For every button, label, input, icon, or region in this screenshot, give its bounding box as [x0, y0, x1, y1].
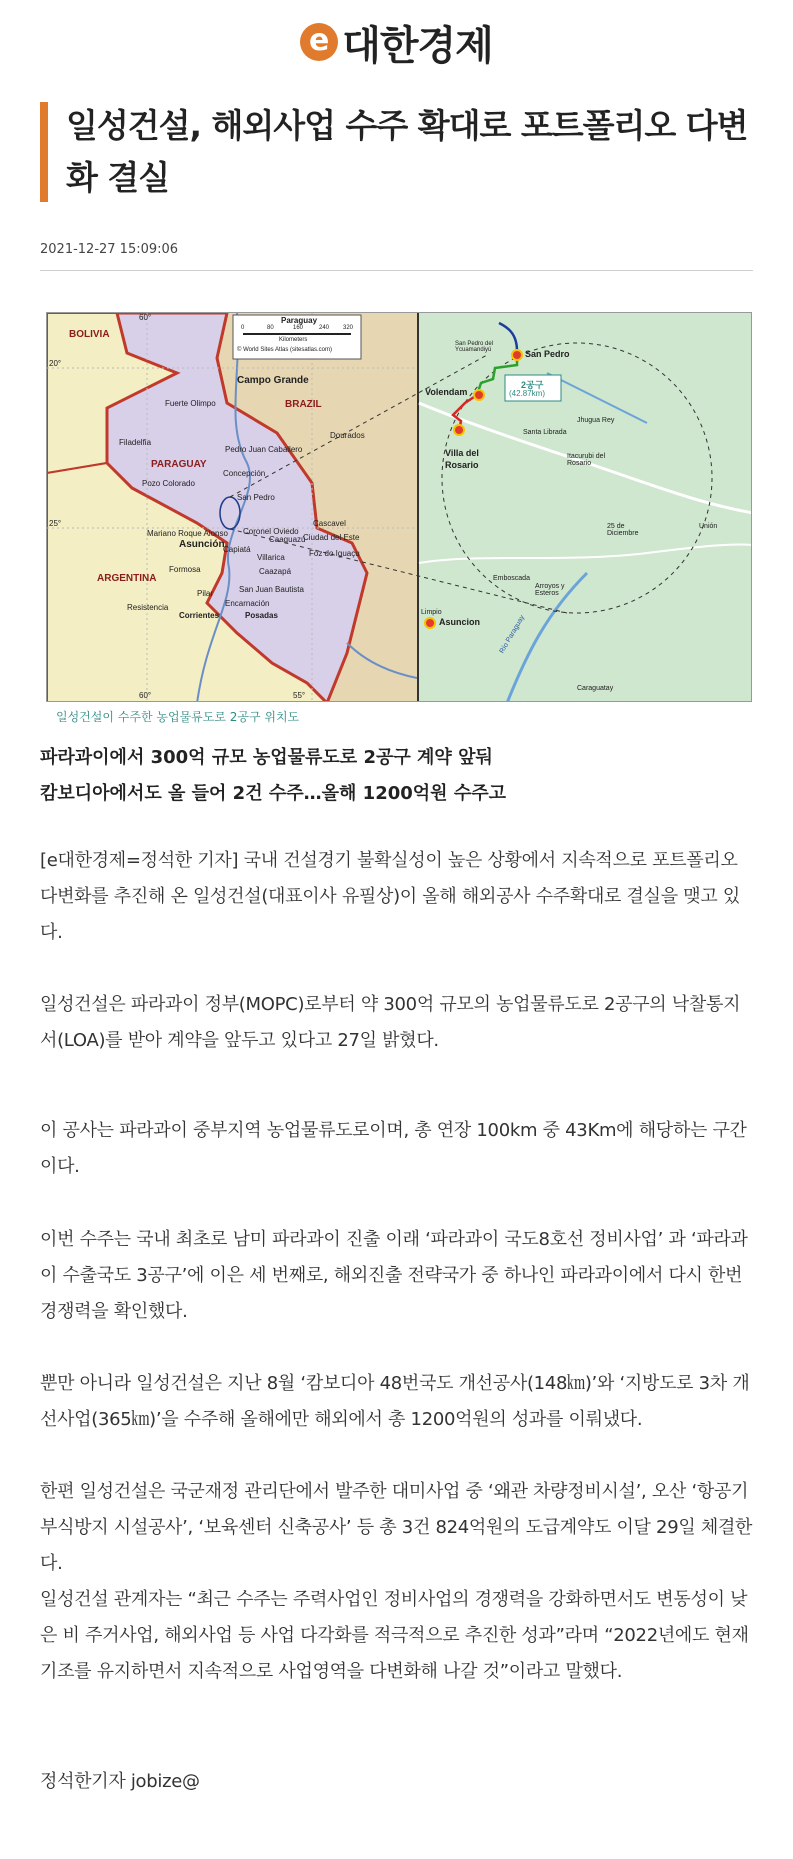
paragraph-6: 한편 일성건설은 국군재정 관리단에서 발주한 대미사업 중 ‘왜관 차량정비시설’, 오산 ‘항공기 부식방지 시설공사’, ‘보육센터 신축공사’ 등 총 3건 824억원의 도급계약도 이달 29일 체결한다. [40, 1481, 753, 1574]
label-caazapa: Caazapá [259, 567, 292, 576]
label-mariano-roque-alonso: Mariano Roque Alonso [147, 529, 228, 538]
label-encarnacion: Encarnación [225, 599, 270, 608]
route-length: (42.87km) [509, 389, 546, 398]
scale-tick-0: 0 [241, 325, 245, 331]
article-headline: 일성건설, 해외사업 수주 확대로 포트폴리오 다변화 결실 [66, 106, 748, 197]
route-label: 2공구 [521, 380, 544, 390]
label-ciudad-del-este: Ciudad del Este [303, 533, 360, 542]
villa-del-rosario-marker [454, 425, 464, 435]
label-brazil: BRAZIL [285, 399, 322, 410]
subheadline-1: 파라과이에서 300억 규모 농업물류도로 2공구 계약 앞둬 [40, 747, 493, 768]
label-dourados: Dourados [330, 431, 365, 440]
label-formosa: Formosa [169, 565, 201, 574]
scale-tick-80: 80 [267, 325, 274, 331]
label-graticule-60-top: 60° [139, 313, 152, 322]
label-san-pedro-ycuamandiyu: San Pedro del Ycuamandiyú [455, 341, 494, 353]
subheadline-2: 캄보디아에서도 올 들어 2건 수주…올해 1200억원 수주고 [40, 783, 506, 804]
label-san-pedro: San Pedro [237, 493, 275, 502]
label-corrientes: Corrientes [179, 611, 220, 620]
paragraph-2: 일성건설은 파라과이 정부(MOPC)로부터 약 300억 규모의 농업물류도로 2공구의 낙찰통지서(LOA)를 받아 계약을 앞두고 있다고 27일 밝혔다. [40, 994, 741, 1051]
label-graticule-25: 25° [49, 519, 62, 528]
label-caaguazu: Caaguazú [269, 535, 306, 544]
figure-caption: 일성건설이 수주한 농업물류도로 2공구 위치도 [56, 710, 300, 724]
label-emboscada: Emboscada [493, 575, 530, 582]
asuncion-marker [425, 618, 435, 628]
map-drawing [47, 313, 752, 702]
masthead [0, 14, 793, 70]
label-campo-grande: Campo Grande [237, 375, 309, 386]
label-graticule-20: 20° [49, 359, 62, 368]
label-cascavel: Cascavel [313, 519, 346, 528]
label-capiata: Capiatá [223, 545, 251, 554]
label-25-de-diciembre: 25 de Diciembre [607, 523, 639, 537]
logo-mark[interactable]: e [300, 23, 338, 61]
label-limpio: Limpio [421, 609, 442, 616]
label-concepcion: Concepción [223, 469, 266, 478]
label-asuncion: Asunción [179, 539, 225, 550]
headline-block [40, 100, 760, 204]
label-foz-do-iguacu: Foz do Iguaçu [309, 549, 360, 558]
label-argentina: ARGENTINA [97, 573, 157, 584]
label-resistencia: Resistencia [127, 603, 169, 612]
label-villa-del-rosario: Villa del Rosario [445, 448, 479, 470]
label-coronel-oviedo: Coronel Oviedo [243, 527, 299, 536]
creek-line [547, 373, 647, 423]
location-map-figure [46, 312, 752, 702]
label-union: Unión [699, 523, 718, 530]
label-bolivia: BOLIVIA [69, 329, 110, 340]
label-san-juan-bautista: San Juan Bautista [239, 585, 304, 594]
label-graticule-55: 55° [293, 691, 306, 700]
label-filadelfia: Filadelfia [119, 438, 152, 447]
label-pozo-colorado: Pozo Colorado [142, 479, 195, 488]
article-datetime: 2021-12-27 15:09:06 [40, 242, 179, 257]
scale-tick-160: 160 [293, 325, 304, 331]
label-pilar: Pilar [197, 589, 214, 598]
scale-unit: Kilometers [279, 337, 308, 343]
label-santa-librada: Santa Librada [523, 429, 567, 436]
paragraph-7: 일성건설 관계자는 “최근 수주는 주력사업인 정비사업의 경쟁력을 강화하면서도 변동성이 낮은 비 주거사업, 해외사업 등 사업 다각화를 적극적으로 추진한 성과”라며 “2022년에도 현재 기조를 유지하면서 지속적으로 사업영역을 다변화해 나갈 것”이라고 말했다. [40, 1589, 749, 1682]
label-itacurubi: Itacurubi del Rosario [567, 453, 606, 467]
map-credit: © World Sites Atlas (sitesatlas.com) [237, 347, 333, 353]
label-jhugua-rey: Jhugua Rey [577, 417, 615, 424]
paragraph-5: 뿐만 아니라 일성건설은 지난 8월 ‘캄보디아 48번국도 개선공사(148㎞)’와 ‘지방도로 3차 개선사업(365㎞)’을 수주해 올해에만 해외에서 총 1200억원의 성과를 이뤄냈다. [40, 1373, 750, 1430]
label-arroyos-y-esteros: Arroyos y Esteros [535, 583, 565, 597]
label-volendam: Volendam [425, 387, 468, 397]
paragraph-4: 이번 수주는 국내 최초로 남미 파라과이 진출 이래 ‘파라과이 국도8호선 정비사업’ 과 ‘파라과이 수출국도 3공구’에 이은 세 번째로, 해외진출 전략국가 중 하나인 파라과이에서 다시 한번 경쟁력을 확인했다. [40, 1229, 748, 1322]
headline-accent-bar [40, 102, 48, 202]
label-graticule-60-bottom: 60° [139, 691, 152, 700]
label-paraguay: PARAGUAY [151, 459, 207, 470]
label-fuerte-olimpo: Fuerte Olimpo [165, 399, 216, 408]
label-villarica: Villarica [257, 553, 285, 562]
label-rio-paraguay: Río Paraguay [498, 614, 527, 655]
label-caraguatay: Caraguatay [577, 685, 614, 692]
logo-text[interactable]: 대한경제 [342, 22, 493, 69]
header-divider [40, 270, 753, 271]
scale-tick-320: 320 [343, 325, 354, 331]
label-right-asuncion: Asuncion [439, 617, 481, 627]
volendam-marker [474, 390, 484, 400]
paragraph-lead: [e대한경제=정석한 기자] 국내 건설경기 불확실성이 높은 상황에서 지속적으로 포트폴리오 다변화를 추진해 온 일성건설(대표이사 유필상)이 올해 해외공사 수주확대로 결실을 맺고 있다. [40, 850, 740, 943]
paragraph-3: 이 공사는 파라과이 중부지역 농업물류도로이며, 총 연장 100km 중 43Km에 해당하는 구간이다. [40, 1120, 747, 1177]
label-pedro-juan-caballero: Pedro Juan Caballero [225, 445, 303, 454]
byline: 정석한기자 jobize@ [40, 1771, 200, 1792]
scale-tick-240: 240 [319, 325, 330, 331]
label-right-san-pedro: San Pedro [525, 349, 570, 359]
inset-title: Paraguay [281, 316, 318, 325]
label-posadas: Posadas [245, 611, 278, 620]
road-line [419, 545, 752, 563]
